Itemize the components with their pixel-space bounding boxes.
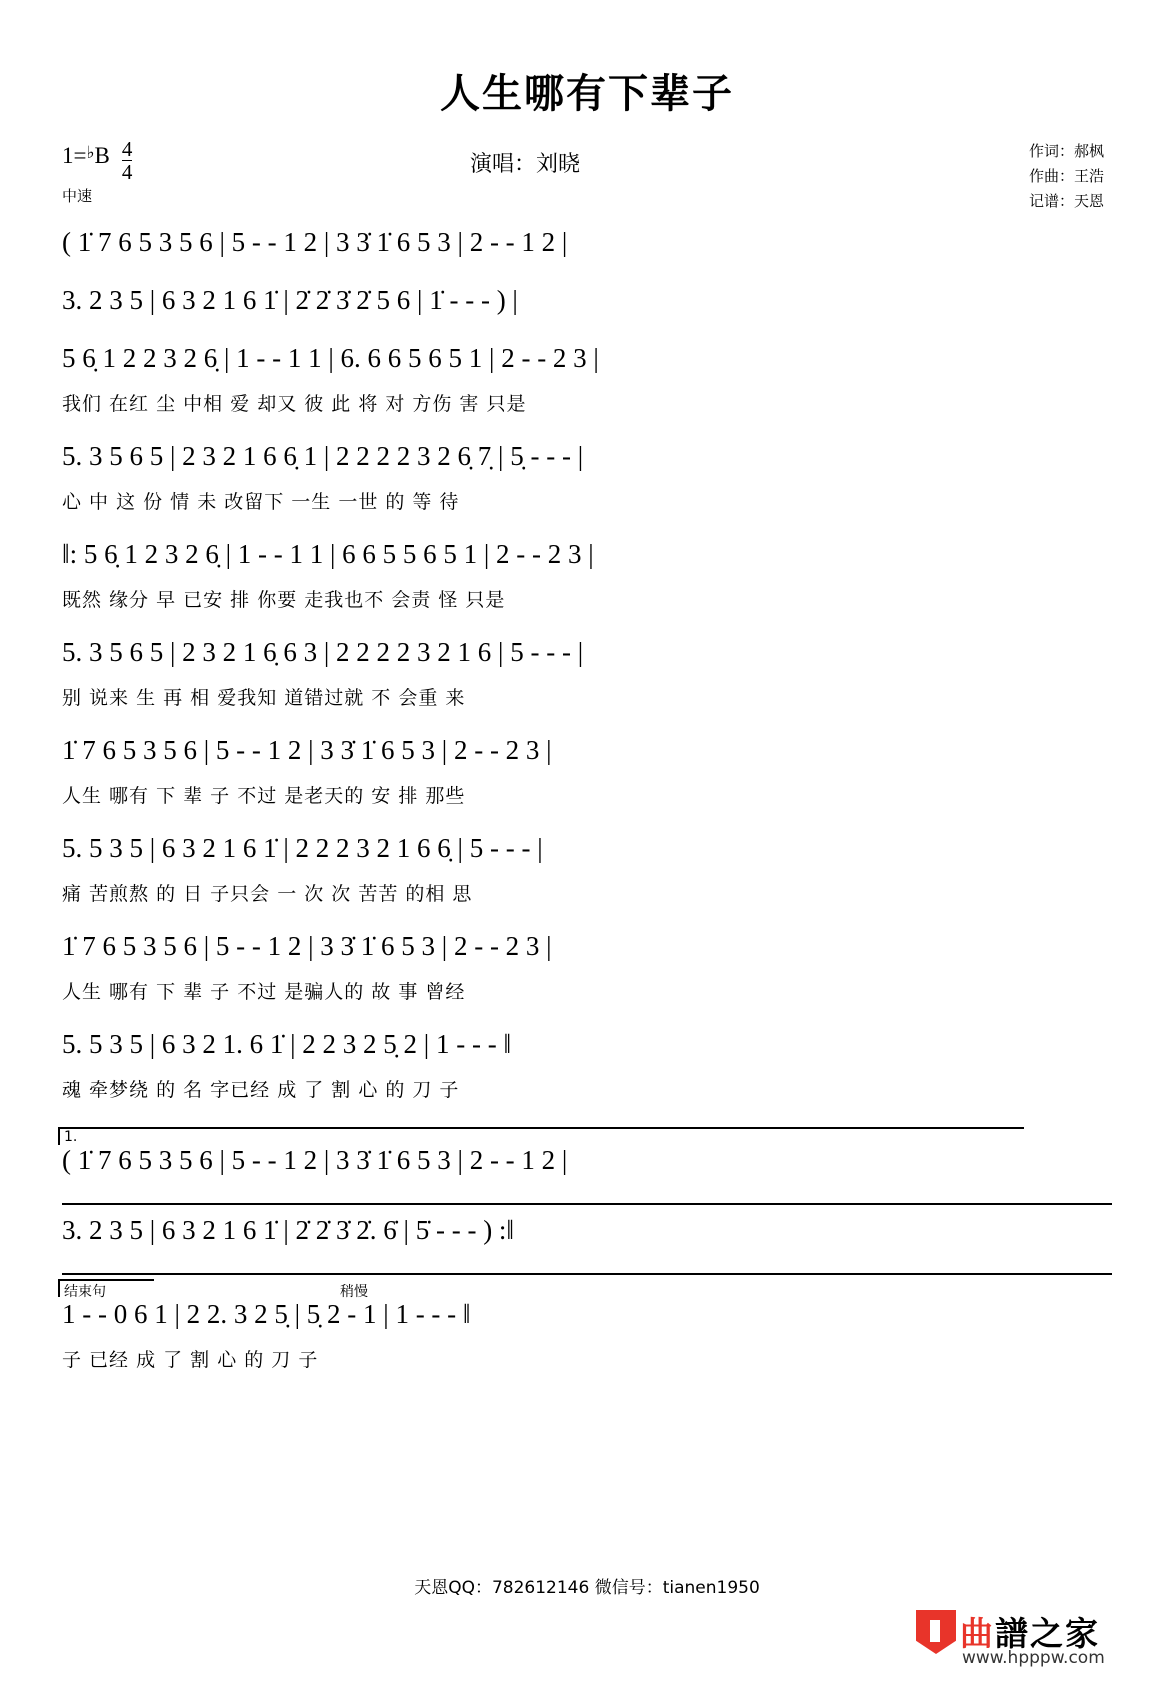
tempo-marking: 中速 [62, 187, 93, 205]
page-title: 人生哪有下辈子 [440, 71, 734, 117]
ending-bracket-1 [0, 1127, 1174, 1145]
section-divider-2 [62, 1273, 1112, 1275]
site-logo[interactable] [916, 1606, 1146, 1672]
system-intro-1 [0, 227, 1174, 273]
time-signature [122, 139, 133, 183]
system-coda [0, 1299, 1174, 1385]
key-label: 1= [62, 143, 87, 168]
notation-line: 1̇ 7 6 5 3 5 6 | 5 - - 1 2 | 3 3̇ 1̇ 6 5 3 | 2 - - 2 3 | [62, 931, 552, 961]
notation-line: ( 1̇ 7 6 5 3 5 6 | 5 - - 1 2 | 3 3̇ 1̇ 6 5 3 | 2 - - 1 2 | [62, 227, 568, 257]
lyric-line: 痛 苦煎熬 的 日 子只会 一 次 次 苦苦 的相 思 [62, 883, 473, 905]
slow-marking: 稍慢 [340, 1284, 368, 1300]
key-name: B [94, 143, 110, 168]
coda-label: 结束句 [58, 1279, 154, 1297]
notation-line: 1̇ 7 6 5 3 5 6 | 5 - - 1 2 | 3 3̇ 1̇ 6 5 3 | 2 - - 2 3 | [62, 735, 552, 765]
logo-url: www.hpppw.com [962, 1648, 1105, 1668]
notation-line: 5. 5 3 5 | 6 3 2 1. 6 1̇ | 2 2 3 2 5̣ 2 | 1 - - - ‖ [62, 1029, 512, 1059]
system-chorus-1a [0, 735, 1174, 821]
contact-footer: 天恩QQ：782612146 微信号：tianen1950 [414, 1578, 760, 1598]
notation-line: 3. 2 3 5 | 6 3 2 1 6 1̇ | 2̇ 2̇ 3̇ 2̇ 5 6 | 1̇ - - - ) | [62, 285, 518, 315]
notation-line: 3. 2 3 5 | 6 3 2 1 6 1̇ | 2̇ 2̇ 3̇ 2̇. 6̇ | 5̇ - - - ) :‖ [62, 1215, 515, 1245]
notation-line: 5. 3 5 6 5 | 2 3 2 1 6 6̣ 1 | 2 2 2 2 3 2 6̣ 7̣ | 5̣ - - - | [62, 441, 584, 471]
logo-text: 曲譜之家 [960, 1614, 1100, 1653]
lyric-line: 我们 在红 尘 中相 爱 却又 彼 此 将 对 方伤 害 只是 [62, 393, 527, 415]
credit-composer: 作曲：王浩 [1028, 166, 1104, 185]
notation-line: 1 - - 0 6 1 | 2 2. 3 2 5̣ | 5̣ 2 - 1 | 1 - - - ‖ [62, 1299, 471, 1329]
coda-bracket [0, 1279, 1174, 1299]
system-verse-1a [0, 343, 1174, 429]
ending-label: 1. [58, 1127, 1024, 1145]
credit-notation: 记谱：天恩 [1028, 191, 1104, 210]
meter-denominator: 4 [121, 160, 133, 184]
flag-icon [916, 1610, 956, 1654]
music-systems [0, 227, 1174, 1385]
notation-line: ‖: 5 6̣ 1 2 3 2 6̣ | 1 - - 1 1 | 6 6 5 5 6 5 1 | 2 - - 2 3 | [62, 539, 594, 569]
system-ending-2 [0, 1215, 1174, 1261]
system-chorus-2b [0, 1029, 1174, 1115]
lyric-line: 别 说来 生 再 相 爱我知 道错过就 不 会重 来 [62, 687, 466, 709]
credit-lyricist: 作词：郝枫 [1028, 142, 1104, 160]
notation-line: 5. 5 3 5 | 6 3 2 1 6 1̇ | 2 2 2 3 2 1 6 6̣ | 5 - - - | [62, 833, 543, 863]
singer-credit: 演唱：刘晓 [470, 152, 581, 177]
section-divider [62, 1203, 1112, 1205]
header-row [0, 133, 1174, 223]
system-chorus-1b [0, 833, 1174, 919]
system-intro-2 [0, 285, 1174, 331]
lyric-line: 心 中 这 份 情 未 改留下 一生 一世 的 等 待 [62, 491, 460, 513]
key-accidental: ♭ [86, 143, 95, 162]
meter-numerator: 4 [121, 137, 133, 161]
notation-line: ( 1̇ 7 6 5 3 5 6 | 5 - - 1 2 | 3 3̇ 1̇ 6 5 3 | 2 - - 1 2 | [62, 1145, 568, 1175]
notation-line: 5. 3 5 6 5 | 2 3 2 1 6̣ 6 3 | 2 2 2 2 3 2 1 6 | 5 - - - | [62, 637, 584, 667]
system-verse-1b [0, 441, 1174, 527]
lyric-line: 人生 哪有 下 辈 子 不过 是老天的 安 排 那些 [62, 785, 466, 807]
lyric-line: 魂 牵梦绕 的 名 字已经 成 了 割 心 的 刀 子 [62, 1079, 460, 1101]
key-signature [62, 137, 133, 187]
lyric-line: 子 已经 成 了 割 心 的 刀 子 [62, 1349, 319, 1371]
system-verse-2b [0, 637, 1174, 723]
lyric-line: 既然 缘分 早 已安 排 你要 走我也不 会责 怪 只是 [62, 589, 506, 611]
system-chorus-2a [0, 931, 1174, 1017]
system-ending-1 [0, 1145, 1174, 1191]
system-verse-2a [0, 539, 1174, 625]
notation-line: 5 6̣ 1 2 2 3 2 6̣ | 1 - - 1 1 | 6. 6 6 5 6 5 1 | 2 - - 2 3 | [62, 343, 599, 373]
credits-block [1029, 139, 1104, 213]
lyric-line: 人生 哪有 下 辈 子 不过 是骗人的 故 事 曾经 [62, 981, 466, 1003]
